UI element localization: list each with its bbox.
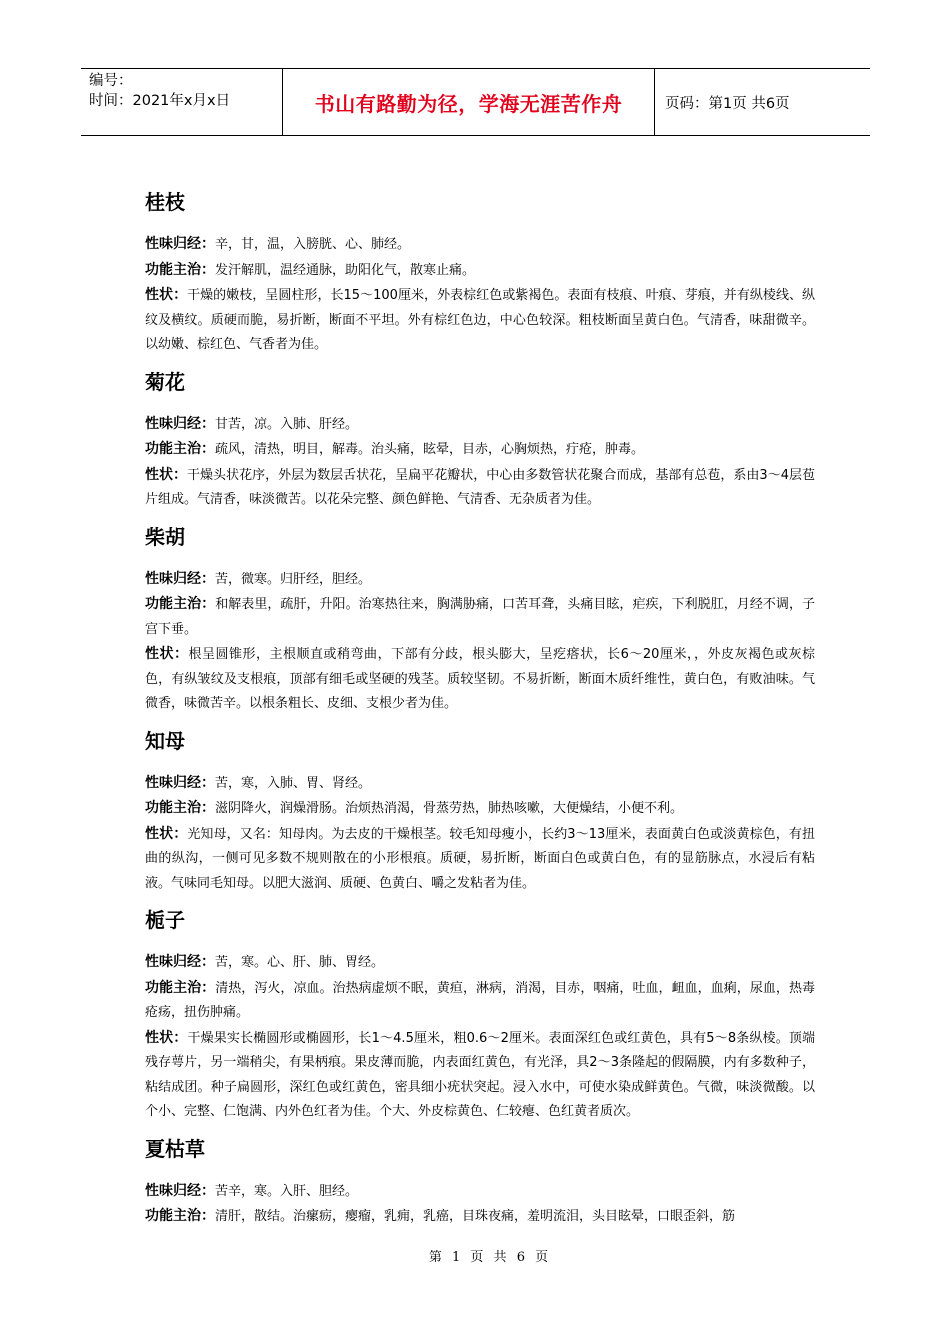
section-spacer — [145, 218, 815, 232]
herb-section — [145, 725, 815, 897]
property-label: 功能主治： — [145, 441, 215, 457]
property-label: 性味归经： — [145, 236, 215, 252]
herb-property-row — [145, 771, 815, 797]
herb-property-row — [145, 1179, 815, 1205]
property-text: 干燥头状花序，外层为数层舌状花，呈扁平花瓣状，中心由多数管状花聚合而成，基部有总苞，系由3～4层苞片组成。气清香，味淡微苦。以花朵完整、颜色鲜艳、气清香、无杂质者为佳。 — [145, 467, 816, 507]
herb-property-row — [145, 1026, 815, 1125]
herb-section — [145, 1133, 815, 1230]
herb-property-row — [145, 258, 815, 284]
herb-property-row — [145, 822, 815, 897]
property-text: 苦，寒，入肺、胃、肾经。 — [215, 775, 372, 791]
property-label: 功能主治： — [145, 979, 216, 996]
herb-title: 桂枝 — [145, 190, 185, 214]
section-spacer — [145, 398, 815, 412]
header-meta — [81, 69, 282, 135]
herb-section — [145, 904, 815, 1125]
property-label: 性味归经： — [145, 774, 215, 791]
herb-property-row — [145, 567, 815, 593]
property-label: 性味归经： — [145, 1182, 215, 1199]
document-date: 时间：2021年x月x日 — [89, 93, 231, 109]
herb-property-row — [145, 463, 815, 513]
property-text: 苦辛，寒。入肝、胆经。 — [215, 1183, 359, 1199]
herb-property-row — [145, 796, 815, 822]
herb-section — [145, 366, 815, 513]
page-footer: 第 1 页 共 6 页 — [428, 1250, 552, 1265]
document-body — [145, 186, 815, 1238]
property-text: 光知母，又名：知母肉。为去皮的干燥根茎。较毛知母瘦小，长约3～13厘米，表面黄白色或淡黄棕色，有扭曲的纵沟，一侧可见多数不规则散在的小形根痕。质硬，易折断，断面白色或黄白色，有的显筋脉点，水浸后有粘液。气味同毛知母。以肥大滋润、质硬、色黄白、嚼之发粘者为佳。 — [145, 826, 815, 891]
herb-title: 柴胡 — [145, 524, 185, 549]
herb-property-row — [145, 412, 815, 438]
property-label: 性状： — [145, 825, 188, 842]
section-spacer — [145, 757, 815, 771]
herb-property-row — [145, 592, 815, 642]
property-text: 苦，寒。心、肝、肺、胃经。 — [215, 955, 385, 970]
property-text: 根呈圆锥形，主根顺直或稍弯曲，下部有分歧，根头膨大，呈疙瘩状，长6～20厘米，，外皮灰褐色或灰棕色，有纵皱纹及支根痕，顶部有细毛或坚硬的残茎。质较坚韧。不易折断，断面木质纤维性，黄白色，有败油味。气微香，味微苦辛。以根条粗长、皮细、支根少者为佳。 — [145, 647, 815, 711]
property-label: 功能主治： — [145, 261, 215, 278]
header-motto: 书山有路勤为径，学海无涯苦作舟 — [282, 69, 655, 135]
section-spacer — [145, 1165, 815, 1179]
herb-property-row — [145, 437, 815, 463]
property-label: 性状： — [145, 466, 188, 483]
herb-property-row — [145, 642, 815, 717]
property-text: 苦，微寒。归肝经，胆经。 — [215, 571, 372, 587]
property-text: 辛，甘，温，入膀胱、心、肺经。 — [215, 237, 411, 252]
property-text: 清热，泻火，凉血。治热病虚烦不眠，黄疸，淋病，消渴，目赤，咽痛，吐血，衄血，血痢，尿血，热毒疮疡，扭伤肿痛。 — [145, 980, 815, 1020]
herb-property-row — [145, 232, 815, 258]
herb-title: 夏枯草 — [145, 1136, 205, 1161]
property-label: 功能主治： — [145, 1208, 215, 1224]
property-label: 性状： — [145, 646, 189, 662]
herb-property-row — [145, 283, 815, 358]
property-text: 和解表里，疏肝，升阳。治寒热往来，胸满胁痛，口苦耳聋，头痛目眩，疟疾，下利脱肛，月经不调，子宫下垂。 — [145, 597, 815, 637]
property-text: 疏风，清热，明目，解毒。治头痛，眩晕，目赤，心胸烦热，疔疮，肿毒。 — [215, 442, 645, 457]
property-text: 清肝，散结。治瘰疬，瘿瘤，乳痈，乳癌，目珠夜痛，羞明流泪，头目眩晕，口眼歪斜，筋 — [215, 1209, 736, 1224]
property-label: 性状： — [145, 287, 188, 303]
herb-title: 知母 — [145, 728, 185, 753]
page-header — [81, 68, 870, 136]
property-label: 功能主治： — [145, 800, 215, 816]
property-text: 滋阴降火，润燥滑肠。治烦热消渴，骨蒸劳热，肺热咳嗽，大便燥结，小便不利。 — [215, 801, 684, 816]
herb-title: 菊花 — [145, 369, 185, 394]
property-label: 性味归经： — [145, 570, 215, 587]
property-text: 发汗解肌，温经通脉，助阳化气，散寒止痛。 — [215, 262, 476, 278]
herb-title: 栀子 — [145, 908, 185, 932]
property-text: 干燥的嫩枝，呈圆柱形，长15～100厘米，外表棕红色或紫褐色。表面有枝痕、叶痕、芽痕，并有纵棱线、纵纹及横纹。质硬而脆，易折断，断面不平坦。外有棕红色边，中心色较深。粗枝断面呈黄白色。气清香，味甜微辛。以幼嫩、棕红色、气香者为佳。 — [145, 288, 816, 352]
property-text: 干燥果实长椭圆形或椭圆形，长1～4.5厘米，粗0.6～2厘米。表面深红色或红黄色，具有5～8条纵棱。顶端残存萼片，另一端稍尖，有果柄痕。果皮薄而脆，内表面红黄色，有光泽，具2～3条隆起的假隔膜，内有多数种子，粘结成团。种子扁圆形，深红色或红黄色，密具细小疣状突起。浸入水中，可使水染成鲜黄色。气微，味淡微酸。以个小、完整、仁饱满、内外色红者为佳。个大、外皮棕黄色、仁较瘪、色红黄者质次。 — [145, 1030, 816, 1119]
herb-property-row — [145, 950, 815, 976]
property-label: 性状： — [145, 1029, 188, 1046]
property-label: 性味归经： — [145, 954, 215, 970]
document-number: 编号： — [89, 73, 133, 89]
header-page-info: 页码：第1页 共6页 — [665, 95, 790, 112]
herb-section — [145, 521, 815, 717]
herb-section — [145, 186, 815, 358]
property-label: 性味归经： — [145, 415, 215, 432]
property-text: 甘苦，凉。入肺、肝经。 — [215, 416, 359, 432]
property-label: 功能主治： — [145, 596, 216, 612]
section-spacer — [145, 936, 815, 950]
herb-property-row — [145, 1204, 815, 1230]
herb-property-row — [145, 976, 815, 1026]
section-spacer — [145, 553, 815, 567]
